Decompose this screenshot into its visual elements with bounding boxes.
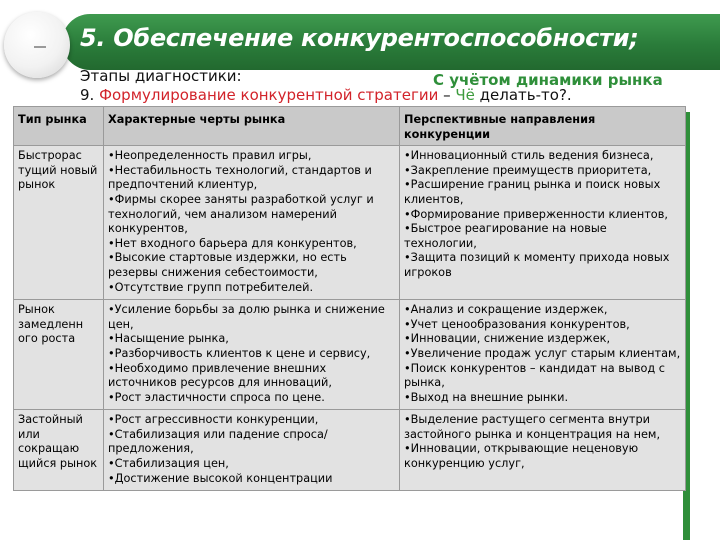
step-main-text: Формулирование конкурентной стратегии [99,86,439,104]
list-item: •Закрепление преимуществ приоритета, [404,163,652,177]
list-item: •Насыщение рынка, [108,332,229,346]
list-item: •Усиление борьбы за долю рынка и снижение цен, [108,303,385,331]
list-item: •Рост агрессивности конкуренции, [108,413,319,427]
step-dash: – [438,86,456,104]
list-item: •Выход на внешние рынки. [404,390,569,404]
list-item: •Стабилизация цен, [108,457,229,471]
market-type-cell: Рынок замедленн ого роста [14,300,104,410]
slide-title: 5. Обеспечение конкурентоспособности; [80,24,639,52]
list-item: •Разборчивость клиентов к цене и сервису, [108,346,371,360]
market-dynamics-label: С учётом динамики рынка [433,71,663,89]
directions-cell [400,300,686,410]
list-item: •Отсутствие групп потребителей. [108,280,314,294]
list-item: •Высокие стартовые издержки, но есть резервы снижения себестоимости, [108,251,347,279]
decorative-circle-icon [4,12,70,78]
market-type-cell: Быстрорас тущий новый рынок [14,146,104,300]
list-item: •Формирование приверженности клиентов, [404,207,668,221]
market-type-cell: Застойный или сокращаю щийся рынок [14,410,104,491]
features-cell [104,410,400,491]
list-item: •Расширение границ рынка и поиск новых клиентов, [404,178,661,206]
list-item: •Инновации, снижение издержек, [404,332,611,346]
table-row [14,410,686,491]
list-item: •Нестабильность технологий, стандартов и предпочтений клиентур, [108,163,372,192]
step-line [80,86,572,104]
circle-dash [34,46,46,48]
list-item: •Нет входного барьера для конкурентов, [108,236,357,250]
diagnostics-label: Этапы диагностики: [80,67,242,85]
list-item: •Достижение высокой концентрации [108,471,333,485]
list-item: •Неопределенность правил игры, [108,149,312,163]
header-market-type: Тип рынка [14,107,104,146]
table-row [14,146,686,300]
list-item: •Необходимо привлечение внешних источников ресурсов для инноваций, [108,361,332,390]
directions-cell [400,146,686,300]
list-item: •Инновационный стиль ведения бизнеса, [404,149,654,163]
list-item: •Защита позиций к моменту прихода новых игроков [404,251,670,279]
list-item: •Быстрое реагирование на новые технологии, [404,222,607,250]
table-header-row [14,107,686,146]
list-item: •Стабилизация или падение спроса/предложения, [108,427,328,456]
step-rest: делать-то?. [474,86,572,104]
features-cell [104,146,400,300]
header-market-features: Характерные черты рынка [104,107,400,146]
list-item: •Инновации, открывающие неценовую конкуренцию услуг, [404,442,639,471]
list-item: •Поиск конкурентов – кандидат на вывод с рынка, [404,361,666,390]
table-row [14,300,686,410]
market-strategy-table [13,106,686,491]
list-item: •Фирмы скорее заняты разработкой услуг и технологий, чем анализом намерений конкурентов, [108,192,374,236]
features-cell [104,300,400,410]
header-competition-directions: Перспективные направления конкуренции [400,107,686,146]
directions-cell [400,410,686,491]
list-item: •Выделение растущего сегмента внутри застойного рынка и концентрация на нем, [404,413,661,441]
list-item: •Анализ и сокращение издержек, [404,303,608,317]
list-item: •Рост эластичности спроса по цене. [108,390,325,404]
step-number: 9. [80,86,100,104]
step-what: Чё [455,86,475,104]
list-item: •Увеличение продаж услуг старым клиентам, [404,346,681,360]
list-item: •Учет ценообразования конкурентов, [404,317,630,331]
